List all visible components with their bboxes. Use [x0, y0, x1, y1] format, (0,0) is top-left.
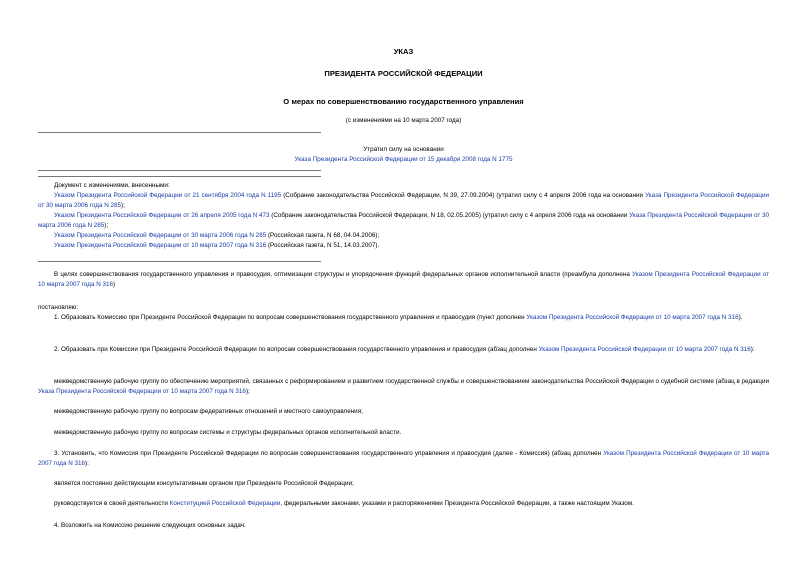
change-item: Указом Президента Российской Федерации от 21 сентября 2004 года N 1195 (Собрание законодательства Российской Федерации, N 39, 27.09.2004) (утратил силу с 4 апреля 2006 года на основании Указа Президента Российской Федерации от 30 марта 2006 года N 285);	[38, 192, 770, 209]
clause-3a: является постоянно действующим консультативным органом при Президенте Российской Федерации;	[54, 480, 354, 487]
changes-intro: Документ с изменениями, внесенными:	[54, 182, 170, 189]
change-item: Указом Президента Российской Федерации от 10 марта 2007 года N 316 (Российская газета, N 51, 14.03.2007).	[54, 242, 380, 249]
change-link[interactable]: Указа Президента Российской Федерации от 30 марта 2006 года N 285	[38, 192, 770, 209]
doc-title: УКАЗ	[393, 47, 414, 56]
decree-word: постановляю:	[38, 304, 79, 311]
amendment-link[interactable]: Указом Президента Российской Федерации от 10 марта 2007 года N 316	[526, 314, 739, 321]
edition-note: (с изменениями на 10 марта 2007 года)	[345, 117, 462, 124]
change-link[interactable]: Указа Президента Российской Федерации от 30 марта 2006 года N 285	[38, 212, 770, 229]
change-item: Указом Президента Российской Федерации от 30 марта 2006 года N 285 (Российская газета, N 68, 04.04.2006);	[54, 232, 380, 239]
lost-force-label: Утратил силу на основании	[363, 146, 444, 153]
preamble: В целях совершенствования государственного управления и правосудия, оптимизации структуры и упорядочения функций федеральных органов исполнительной власти (преамбула дополнена Указом Президента Российской Федерации от 10 марта 2007 года N 316)	[38, 271, 769, 288]
amendment-link[interactable]: Указом Президента Российской Федерации от 10 марта 2007 года N 316	[38, 450, 770, 467]
change-item: Указом Президента Российской Федерации от 26 апреля 2005 года N 473 (Собрание законодательства Российской Федерации, N 18, 02.05.2005) (утратил силу с 4 апреля 2006 года на основании Указа Президента Российской Федерации от 30 марта 2006 года N 285);	[38, 212, 770, 229]
divider	[38, 170, 321, 171]
clause-2a: межведомственную рабочую группу по обеспечению мероприятий, связанных с реформированием и развитием государственной службы и совершенствованием законодательства Российской Федерации о судебной системе (абзац в редакции Указа Президента Российской Федерации от 10 марта 2007 года N 316);	[38, 378, 769, 395]
changes-list	[38, 181, 769, 251]
doc-subtitle: ПРЕЗИДЕНТА РОССИЙСКОЙ ФЕДЕРАЦИИ	[324, 69, 483, 78]
clause-2b: межведомственную рабочую группу по вопросам федеративных отношений и местного самоуправления;	[54, 408, 363, 415]
clause-3b: руководствуется в своей деятельности Конституцией Российской Федерации, федеральными законами, указами и распоряжениями Президента Российской Федерации, а также настоящим Указом.	[54, 500, 634, 507]
divider	[38, 132, 321, 133]
divider	[38, 261, 321, 262]
clause-1: 1. Образовать Комиссию при Президенте Российской Федерации по вопросам совершенствования государственного управления и правосудия (пункт дополнен Указом Президента Российской Федерации от 10 марта 2007 года N 316).	[54, 314, 743, 321]
constitution-link[interactable]: Конституцией Российской Федерации	[169, 500, 281, 507]
clause-4: 4. Возложить на Комиссию решение следующих основных задач:	[54, 522, 246, 529]
doc-heading: О мерах по совершенствованию государственного управления	[283, 97, 524, 106]
change-link[interactable]: Указом Президента Российской Федерации от 10 марта 2007 года N 316	[54, 242, 267, 249]
amendment-link[interactable]: Указом Президента Российской Федерации от 10 марта 2007 года N 316	[538, 346, 751, 353]
amendment-link[interactable]: Указом Президента Российской Федерации от 10 марта 2007 года N 316	[38, 271, 769, 288]
divider	[38, 176, 321, 177]
change-link[interactable]: Указом Президента Российской Федерации от 26 апреля 2005 года N 473	[54, 212, 270, 219]
change-link[interactable]: Указом Президента Российской Федерации от 30 марта 2006 года N 285	[54, 232, 267, 239]
amendment-link[interactable]: Указа Президента Российской Федерации от 10 марта 2007 года N 316	[38, 388, 246, 395]
clause-3: 3. Установить, что Комиссия при Президенте Российской Федерации по вопросам совершенствования государственного управления и правосудия (далее - Комиссия) (абзац дополнен Указом Президента Российской Федерации от 10 марта 2007 года N 316):	[38, 450, 770, 467]
clause-2: 2. Образовать при Комиссии при Президенте Российской Федерации по вопросам совершенствования государственного управления и правосудия (абзац дополнен Указом Президента Российской Федерации от 10 марта 2007 года N 316):	[54, 346, 755, 353]
change-link[interactable]: Указом Президента Российской Федерации от 21 сентября 2004 года N 1195	[54, 192, 282, 199]
clause-2c: межведомственную рабочую группу по вопросам системы и структуры федеральных органов исполнительной власти.	[54, 429, 402, 436]
lost-force-link[interactable]: Указа Президента Российской Федерации от 15 декабря 2008 года N 1775	[294, 156, 513, 163]
